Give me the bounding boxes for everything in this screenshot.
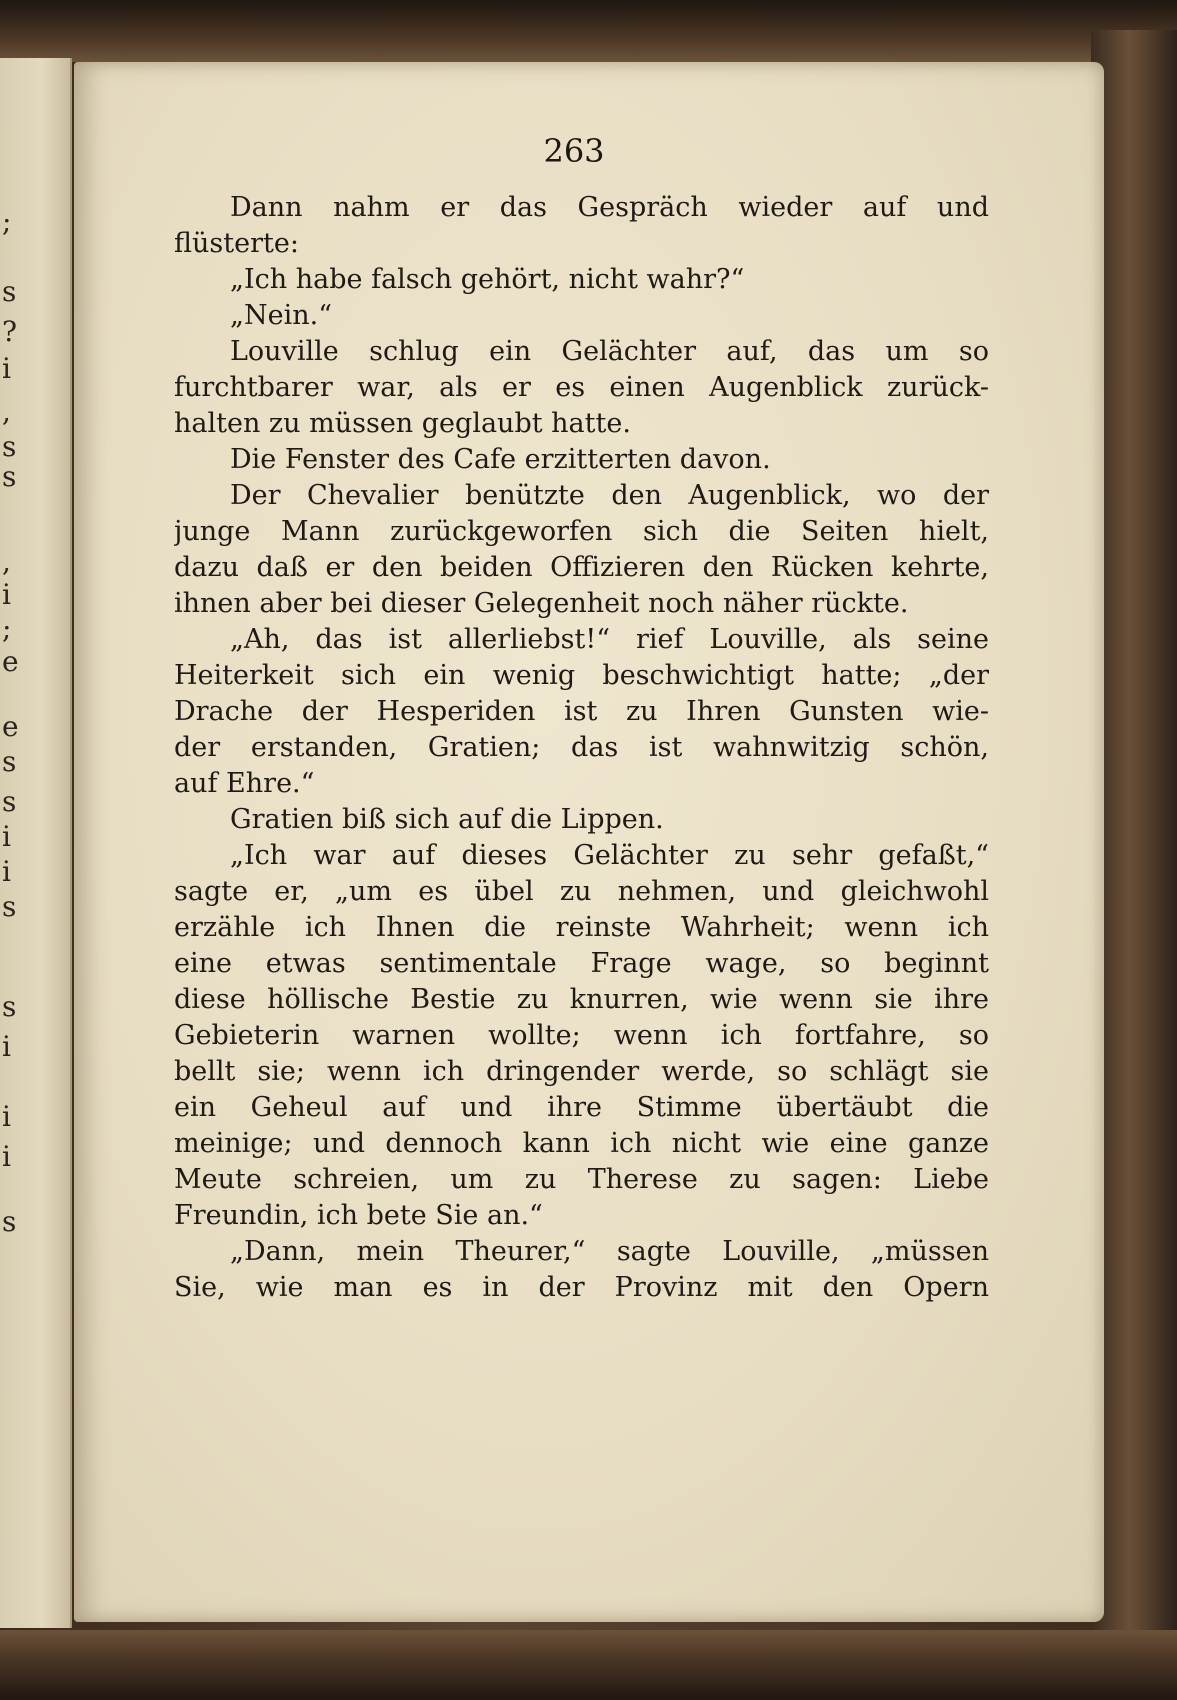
book-cover-top-edge bbox=[0, 0, 1177, 62]
text-line: ein Geheul auf und ihre Stimme übertäubt die bbox=[174, 1092, 989, 1123]
text-line: Dann nahm er das Gespräch wieder auf und bbox=[230, 192, 989, 223]
text-line: erzähle ich Ihnen die reinste Wahrheit; wenn ich bbox=[174, 912, 989, 943]
text-line: dazu daß er den beiden Offizieren den Rücken kehrte, bbox=[174, 552, 989, 583]
left-page-fragment: i bbox=[2, 1100, 11, 1133]
text-line: Louville schlug ein Gelächter auf, das um so bbox=[230, 336, 989, 367]
left-page-fragment: , bbox=[2, 545, 11, 578]
left-page-fragment: ; bbox=[2, 612, 12, 645]
text-line: Gratien biß sich auf die Lippen. bbox=[230, 804, 664, 835]
text-line: Die Fenster des Cafe erzitterten davon. bbox=[230, 444, 771, 475]
left-page-fragment: s bbox=[2, 745, 17, 778]
text-line: furchtbarer war, als er es einen Augenblick zurück- bbox=[174, 372, 989, 403]
page-number: 263 bbox=[543, 132, 605, 170]
left-page-fragment: e bbox=[2, 710, 19, 743]
left-page-fragment: s bbox=[2, 990, 17, 1023]
text-line: ihnen aber bei dieser Gelegenheit noch näher rückte. bbox=[174, 588, 909, 619]
left-page-fragment: s bbox=[2, 785, 17, 818]
text-line: diese höllische Bestie zu knurren, wie wenn sie ihre bbox=[174, 984, 989, 1015]
book-page bbox=[74, 62, 1104, 1622]
text-line: Der Chevalier benützte den Augenblick, wo der bbox=[230, 480, 989, 511]
left-page-fragment: i bbox=[2, 352, 11, 385]
text-line: auf Ehre.“ bbox=[174, 768, 315, 799]
text-line: „Dann, mein Theurer,“ sagte Louville, „müssen bbox=[230, 1236, 989, 1267]
text-line: Gebieterin warnen wollte; wenn ich fortfahre, so bbox=[174, 1020, 989, 1051]
left-page-fragment: s bbox=[2, 275, 17, 308]
left-page-fragment: e bbox=[2, 645, 19, 678]
left-page-fragment: s bbox=[2, 460, 17, 493]
text-line: „Ah, das ist allerliebst!“ rief Louville, als seine bbox=[230, 624, 989, 655]
left-page-fragment: ; bbox=[2, 205, 12, 238]
text-line: junge Mann zurückgeworfen sich die Seiten hielt, bbox=[174, 516, 989, 547]
text-line: „Ich habe falsch gehört, nicht wahr?“ bbox=[230, 264, 745, 295]
text-line: meinige; und dennoch kann ich nicht wie eine ganze bbox=[174, 1128, 989, 1159]
left-page-fragment: i bbox=[2, 820, 11, 853]
page-text-block bbox=[174, 190, 989, 1306]
left-page-edge bbox=[0, 58, 72, 1628]
text-line: der erstanden, Gratien; das ist wahnwitzig schön, bbox=[174, 732, 989, 763]
text-line: Sie, wie man es in der Provinz mit den Opern bbox=[174, 1272, 989, 1303]
text-line: flüsterte: bbox=[174, 228, 299, 259]
left-page-fragment: ? bbox=[2, 315, 18, 348]
left-page-fragment: s bbox=[2, 430, 17, 463]
book-cover-bottom-edge bbox=[0, 1630, 1177, 1700]
left-page-fragment: s bbox=[2, 890, 17, 923]
left-page-fragment: s bbox=[2, 1205, 17, 1238]
text-line: Heiterkeit sich ein wenig beschwichtigt hatte; „der bbox=[174, 660, 989, 691]
text-line: Meute schreien, um zu Therese zu sagen: Liebe bbox=[174, 1164, 989, 1195]
left-page-fragment: i bbox=[2, 578, 11, 611]
left-page-fragment: i bbox=[2, 1030, 11, 1063]
text-line: „Nein.“ bbox=[230, 300, 333, 331]
text-line: Drache der Hesperiden ist zu Ihren Gunsten wie- bbox=[174, 696, 989, 727]
text-line: Freundin, ich bete Sie an.“ bbox=[174, 1200, 543, 1231]
left-page-fragment: , bbox=[2, 395, 11, 428]
text-line: sagte er, „um es übel zu nehmen, und gleichwohl bbox=[174, 876, 989, 907]
text-line: „Ich war auf dieses Gelächter zu sehr gefaßt,“ bbox=[230, 840, 989, 871]
left-page-fragment: i bbox=[2, 855, 11, 888]
text-line: eine etwas sentimentale Frage wage, so beginnt bbox=[174, 948, 989, 979]
text-line: halten zu müssen geglaubt hatte. bbox=[174, 408, 631, 439]
left-page-fragment: i bbox=[2, 1140, 11, 1173]
text-line: bellt sie; wenn ich dringender werde, so schlägt sie bbox=[174, 1056, 989, 1087]
